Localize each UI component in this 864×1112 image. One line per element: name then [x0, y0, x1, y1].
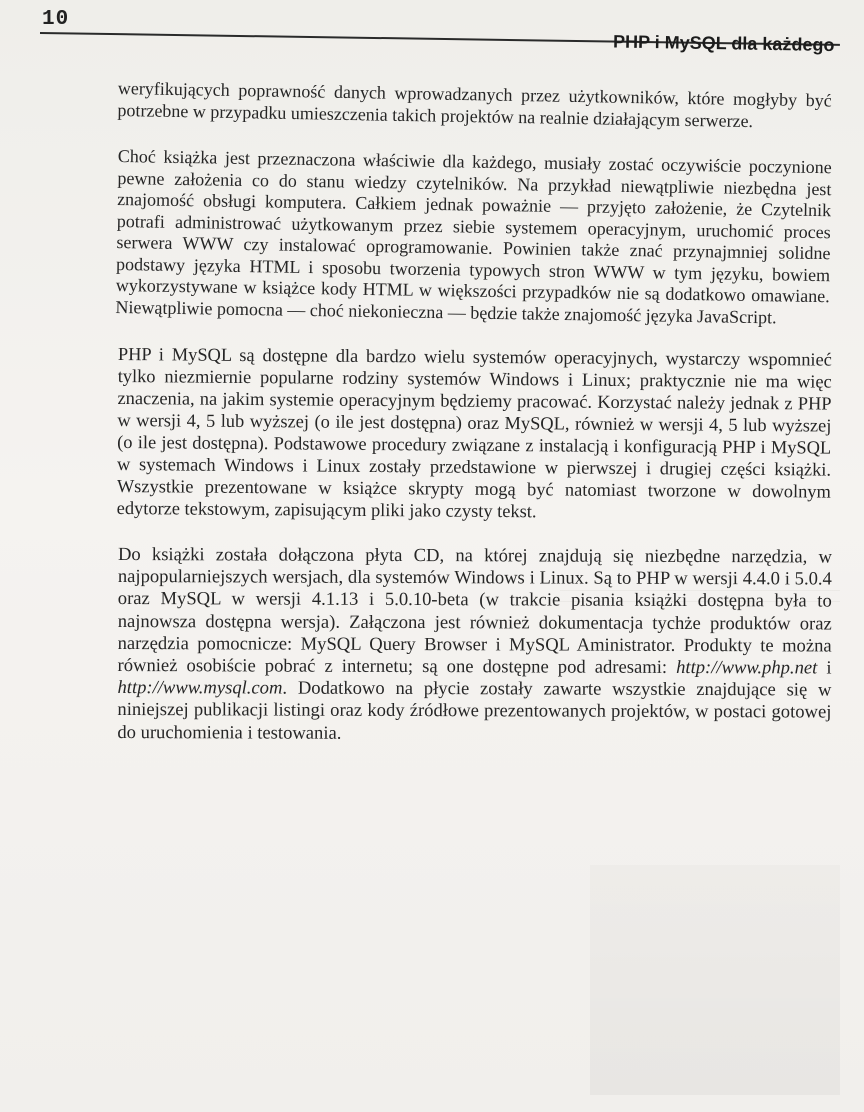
running-title: PHP i MySQL dla każdego: [612, 31, 835, 55]
paragraph-3: PHP i MySQL są dostępne dla bardzo wielu systemów operacyjnych, wystarczy wspomnieć tylko niezmiernie popularne rodziny systemów Windows i Linux; praktycznie nie ma więc znaczenia, na jakim systemie operacyjnym będziemy pracować. Korzystać należy jednak z PHP w wersji 4, 5 lub wyższej (o ile jest dostępna) oraz MySQL, również w wersji 4, 5 lub wyższej (o ile jest dostępna). Podstawowe procedury związane z instalacją i konfiguracją PHP i MySQL w systemach Windows i Linux zostały przedstawione w pierwszej i drugiej części książki. Wszystkie prezentowane w książce skrypty mogą być natomiast tworzone w dowolnym edytorze tekstowym, zapisującym pliki jako czysty tekst.: [116, 343, 832, 522]
paragraph-2: Choć książka jest przeznaczona właściwie dla każdego, musiały zostać oczywiście poczynione pewne założenia co do stanu wiedzy czytelników. Na przykład niewątpliwie niezbędna jest znajomość obsługi komputera. Całkiem jednak poważnie — przyjęto założenie, że Czytelnik potrafi administrować użytkowanym przez siebie systemem operacyjnym, uruchomić proces serwera WWW czy instalować oprogramowanie. Powinien także znać przynajmniej solidne podstawy języka HTML i sposobu tworzenia typowych stron WWW w tym języku, bowiem wykorzystywane w książce kody HTML w większości przypadków nie są dodatkowo omawiane. Niewątpliwie pomocna — choć niekonieczna — będzie także znajomość języka JavaScript.: [115, 146, 832, 327]
paragraph-1: weryfikujących poprawność danych wprowadzanych przez użytkowników, które mogłyby być potrzebne w przypadku umieszczenia takich projektów na realnie działającym serwerze.: [117, 78, 832, 131]
paragraph-4-conjunction: i: [817, 657, 832, 679]
paragraph-4-text-after-urls: . Dodatkowo na płycie zostały zawarte wszystkie znajdujące się w niniejszej publikacji listingi oraz kody źródłowe prezentowanych projektów, w postaci gotowej do uruchomienia i testowania.: [117, 677, 832, 744]
php-url: http://www.php.net: [676, 656, 818, 679]
body-text: [115, 78, 832, 769]
lower-page-shadow: [590, 865, 840, 1095]
paragraph-4: [117, 544, 832, 746]
paragraph-4-text-before-urls: Do książki została dołączona płyta CD, na której znajdują się niezbędne narzędzia, w najpopularniejszych wersjach, dla systemów Windows i Linux. Są to PHP w wersji 4.4.0 i 5.0.4 oraz MySQL w wersji 4.1.13 i 5.0.10-beta (w trakcie pisania książki dostępna była to najnowsza dostępna wersja). Załączona jest również dokumentacja tychże produktów oraz narzędzia pomocnicze: MySQL Query Browser i MySQL Aministrator. Produkty te można również osobiście pobrać z internetu; są one dostępne pod adresami:: [117, 544, 832, 678]
page-number: 10: [42, 8, 70, 31]
mysql-url: http://www.mysql.com: [117, 677, 283, 699]
